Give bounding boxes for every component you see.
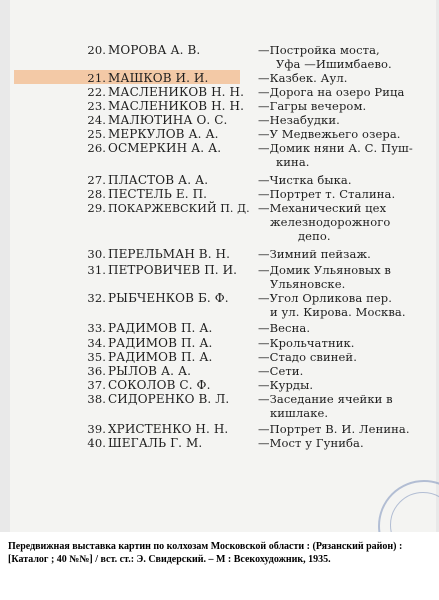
entry-number: 28.: [87, 187, 106, 201]
artwork-title: —Курды.: [258, 378, 314, 392]
entry-number: 36.: [87, 364, 106, 378]
artwork-title-cont: Уфа —Ишимбаево.: [276, 57, 392, 71]
artist-name: МАЛЮТИНА О. С.: [108, 113, 228, 127]
artist-name: ОСМЕРКИН А. А.: [108, 141, 222, 155]
artist-name: РЫЛОВ А. А.: [108, 364, 192, 378]
artwork-title-cont: кина.: [276, 155, 310, 169]
artwork-title-cont: и ул. Кирова. Москва.: [270, 305, 406, 319]
bibliographic-caption: Передвижная выставка картин по колхозам Московской области : (Рязанский район) : [Каталог ; 40 №№] / вст. ст.: Э. Свидерский. – М : Всекохудожник, 1935.: [8, 541, 403, 565]
entry-number: 23.: [87, 99, 106, 113]
entry-number: 40.: [87, 436, 106, 450]
artwork-title: —Портрет т. Сталина.: [258, 187, 396, 201]
artwork-title-cont: кишлаке.: [270, 406, 329, 420]
entry-number: 39.: [87, 422, 106, 436]
entry-number: 20.: [87, 43, 106, 57]
artist-name: ПОКАРЖЕВСКИЙ П. Д.: [108, 202, 250, 215]
artwork-title: —Дорога на озеро Рица: [258, 85, 405, 99]
artwork-title: —Казбек. Аул.: [258, 71, 348, 85]
artist-name: РЫБЧЕНКОВ Б. Ф.: [108, 291, 229, 305]
artwork-title: —У Медвежьего озера.: [258, 127, 401, 141]
artwork-title: —Домик няни А. С. Пуш-: [258, 141, 413, 155]
artwork-title-cont: Ульяновске.: [270, 277, 346, 291]
artwork-title: —Весна.: [258, 321, 311, 335]
artist-name: ПЕТРОВИЧЕВ П. И.: [108, 263, 238, 277]
artwork-title-cont: депо.: [298, 229, 331, 243]
artist-name: ПЕСТЕЛЬ Е. П.: [108, 187, 208, 201]
library-stamp-inner-ring: [390, 492, 439, 532]
artwork-title: —Стадо свиней.: [258, 350, 357, 364]
artwork-title: —Механический цех: [258, 201, 387, 215]
entry-number: 22.: [87, 85, 106, 99]
artist-name: МОРОВА А. В.: [108, 43, 201, 57]
artist-name: МАСЛЕНИКОВ Н. Н.: [108, 99, 244, 113]
artist-name: ПЛАСТОВ А. А.: [108, 173, 209, 187]
artist-name: ПЕРЕЛЬМАН В. Н.: [108, 247, 231, 261]
entry-number: 34.: [87, 336, 106, 350]
entry-number: 35.: [87, 350, 106, 364]
entry-number: 21.: [87, 71, 106, 85]
entry-number: 24.: [87, 113, 106, 127]
entry-number: 37.: [87, 378, 106, 392]
artwork-title: —Гагры вечером.: [258, 99, 367, 113]
artist-name: МЕРКУЛОВ А. А.: [108, 127, 219, 141]
artwork-title: —Портрет В. И. Ленина.: [258, 422, 410, 436]
artist-name: МАШКОВ И. И.: [108, 71, 209, 85]
artwork-title: —Заседание ячейки в: [258, 392, 393, 406]
artist-name: РАДИМОВ П. А.: [108, 350, 213, 364]
entry-number: 30.: [87, 247, 106, 261]
artwork-title: —Постройка моста,: [258, 43, 380, 57]
artist-name: СОКОЛОВ С. Ф.: [108, 378, 211, 392]
entry-number: 29.: [87, 201, 106, 215]
artwork-title: —Незабудки.: [258, 113, 340, 127]
entry-number: 31.: [87, 263, 106, 277]
artist-name: ХРИСТЕНКО Н. Н.: [108, 422, 229, 436]
artwork-title: —Чистка быка.: [258, 173, 352, 187]
entry-number: 33.: [87, 321, 106, 335]
artwork-title: —Домик Ульяновых в: [258, 263, 391, 277]
artist-name: МАСЛЕНИКОВ Н. Н.: [108, 85, 244, 99]
artist-name: РАДИМОВ П. А.: [108, 336, 213, 350]
entry-number: 32.: [87, 291, 106, 305]
artist-name: ШЕГАЛЬ Г. М.: [108, 436, 203, 450]
entry-number: 26.: [87, 141, 106, 155]
artist-name: РАДИМОВ П. А.: [108, 321, 213, 335]
artwork-title: —Крольчатник.: [258, 336, 355, 350]
entry-number: 27.: [87, 173, 106, 187]
artwork-title: —Угол Орликова пер.: [258, 291, 392, 305]
artwork-title: —Мост у Гуниба.: [258, 436, 364, 450]
artist-name: СИДОРЕНКО В. Л.: [108, 392, 230, 406]
artwork-title: —Зимний пейзаж.: [258, 247, 371, 261]
entry-number: 25.: [87, 127, 106, 141]
artwork-title-cont: железнодорожного: [270, 215, 391, 229]
entry-number: 38.: [87, 392, 106, 406]
artwork-title: —Сети.: [258, 364, 304, 378]
